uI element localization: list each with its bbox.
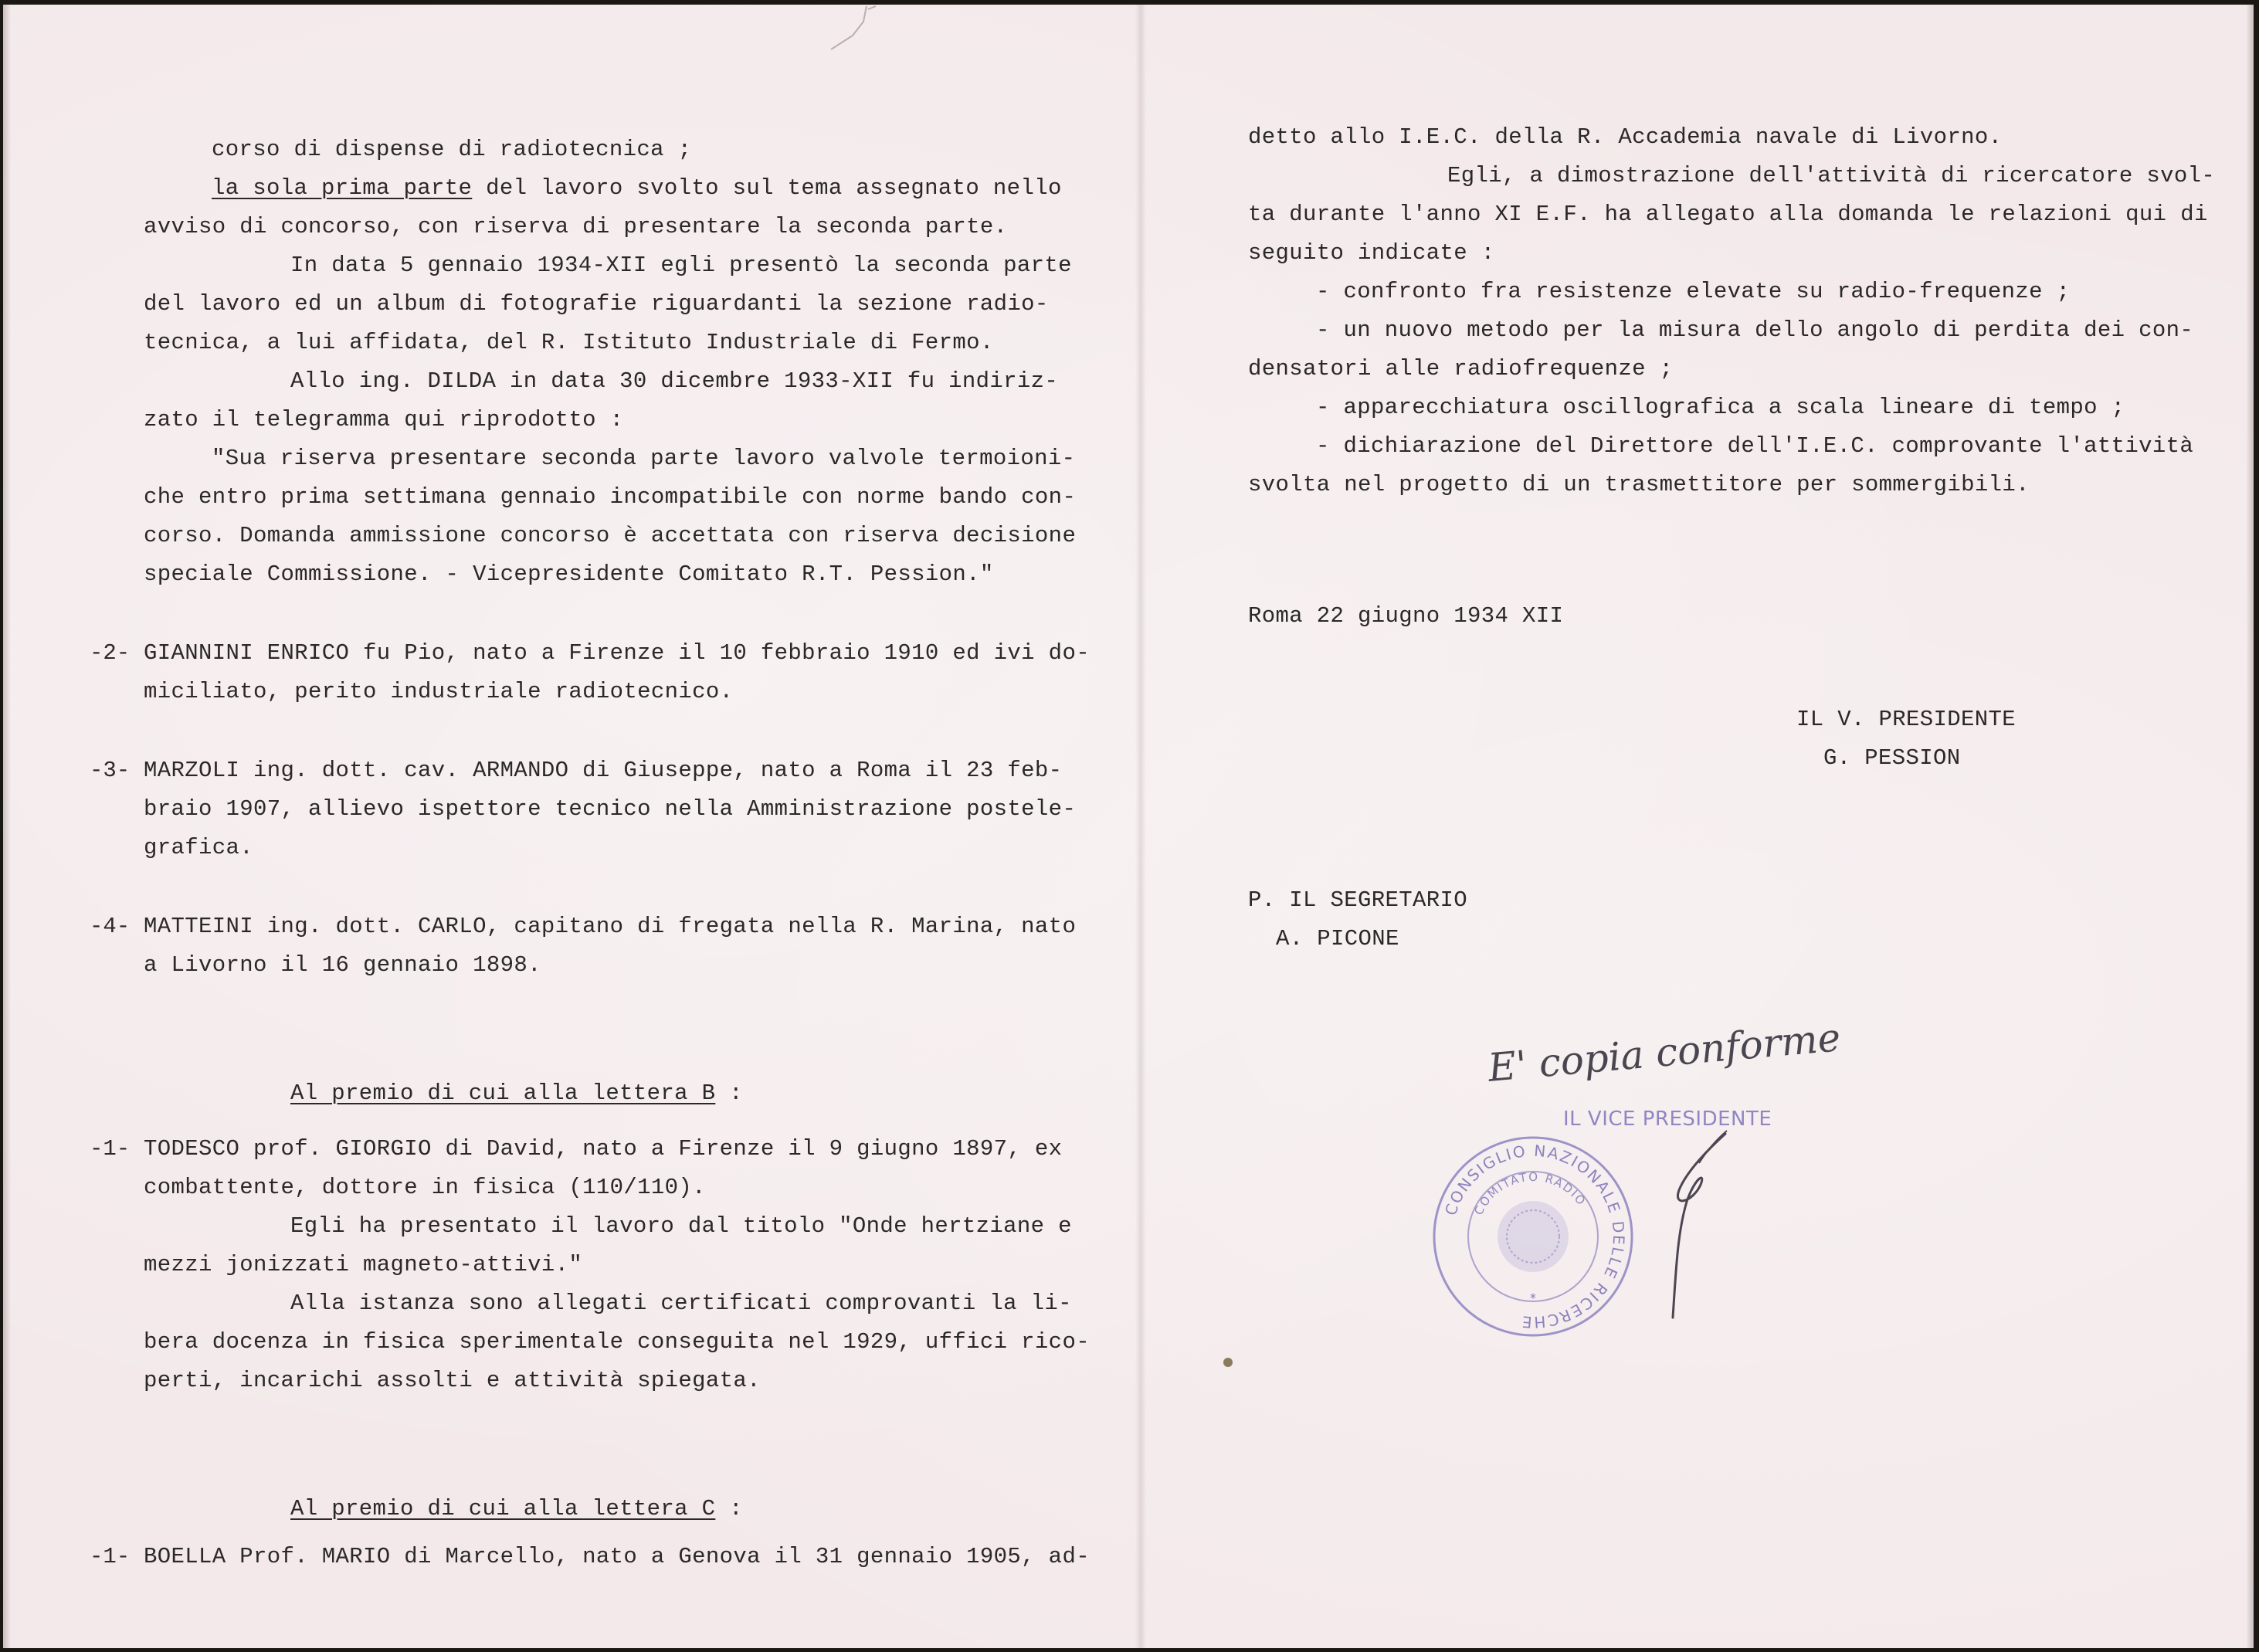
heading-text: Al premio di cui alla lettera B [290, 1080, 716, 1106]
text-line: BOELLA Prof. MARIO di Marcello, nato a Genova il 31 gennaio 1905, ad- [144, 1544, 1090, 1569]
text-line: GIANNINI ENRICO fu Pio, nato a Firenze il 10 febbraio 1910 ed ivi do- [144, 640, 1090, 666]
item-number: -1- [90, 1544, 131, 1569]
text-line: - confronto fra resistenze elevate su radio-frequenze ; [1316, 279, 2071, 304]
paper-stain [1223, 1358, 1233, 1367]
text-line: svolta nel progetto di un trasmettitore per sommergibili. [1248, 472, 2030, 497]
paper-crease-mark [822, 5, 884, 74]
text-line: a Livorno il 16 gennaio 1898. [144, 952, 541, 978]
secretary-name: A. PICONE [1276, 926, 1399, 952]
date-line: Roma 22 giugno 1934 XII [1248, 603, 1564, 629]
signatory-title: IL V. PRESIDENTE [1796, 707, 2016, 732]
text-line: perti, incarichi assolti e attività spiegata. [144, 1368, 761, 1393]
text-line: - un nuovo metodo per la misura dello angolo di perdita dei con- [1316, 317, 2194, 343]
text-line: mezzi jonizzati magneto-attivi." [144, 1252, 583, 1277]
text-line: detto allo I.E.C. della R. Accademia navale di Livorno. [1248, 124, 2003, 150]
item-number: -3- [90, 758, 131, 783]
text-line: combattente, dottore in fisica (110/110). [144, 1175, 706, 1200]
heading-text: Al premio di cui alla lettera C [290, 1496, 716, 1521]
section-heading [290, 1080, 743, 1108]
text-line: tecnica, a lui affidata, del R. Istituto Industriale di Fermo. [144, 330, 994, 355]
heading-colon: : [729, 1080, 743, 1106]
svg-text:COMITATO RADIO: COMITATO RADIO [1471, 1169, 1589, 1218]
section-heading [290, 1495, 743, 1523]
text-line-rest: del lavoro svolto sul tema assegnato nello [486, 175, 1062, 201]
text-line: TODESCO prof. GIORGIO di David, nato a Firenze il 9 giugno 1897, ex [144, 1136, 1063, 1162]
item-number: -1- [90, 1136, 131, 1162]
text-line: corso. Domanda ammissione concorso è accettata con riserva decisione [144, 523, 1077, 548]
text-line: Alla istanza sono allegati certificati comprovanti la li- [290, 1291, 1072, 1316]
text-line: braio 1907, allievo ispettore tecnico nella Amministrazione postele- [144, 796, 1077, 822]
handwritten-certification: E' copia conforme [1486, 1015, 1843, 1091]
handwritten-signature [1633, 1117, 1749, 1325]
text-line: Allo ing. DILDA in data 30 dicembre 1933-XII fu indiriz- [290, 368, 1059, 394]
text-line: densatori alle radiofrequenze ; [1248, 356, 1674, 382]
text-line: In data 5 gennaio 1934-XII egli presentò la seconda parte [290, 253, 1072, 278]
signatory-name: G. PESSION [1823, 745, 1961, 771]
document-spread [3, 5, 2254, 1648]
underlined-phrase: la sola prima parte [212, 175, 473, 201]
text-line: zato il telegramma qui riprodotto : [144, 407, 624, 433]
text-line: che entro prima settimana gennaio incompatibile con norme bando con- [144, 484, 1077, 510]
official-seal-stamp [1429, 1132, 1637, 1341]
right-edge-shadow [2246, 5, 2254, 1648]
left-edge-shadow [3, 5, 11, 1648]
text-line: speciale Commissione. - Vicepresidente Comitato R.T. Pession." [144, 561, 994, 587]
text-line: - dichiarazione del Direttore dell'I.E.C. comprovante l'attività [1316, 433, 2194, 459]
stamp-label: IL VICE PRESIDENTE [1563, 1108, 1772, 1131]
text-line: del lavoro ed un album di fotografie riguardanti la sezione radio- [144, 291, 1049, 317]
text-line: avviso di concorso, con riserva di presentare la seconda parte. [144, 214, 1008, 239]
text-line: grafica. [144, 835, 254, 860]
svg-text:CONSIGLIO NAZIONALE DELLE RICE: CONSIGLIO NAZIONALE DELLE RICERCHE [1440, 1141, 1629, 1332]
text-line: - apparecchiatura oscillografica a scala lineare di tempo ; [1316, 395, 2125, 420]
svg-text:*: * [1530, 1291, 1536, 1305]
text-line: MATTEINI ing. dott. CARLO, capitano di fregata nella R. Marina, nato [144, 914, 1077, 939]
item-number: -2- [90, 640, 131, 666]
item-number: -4- [90, 914, 131, 939]
text-line: miciliato, perito industriale radiotecnico. [144, 679, 734, 704]
text-line: bera docenza in fisica sperimentale conseguita nel 1929, uffici rico- [144, 1329, 1090, 1355]
text-line: MARZOLI ing. dott. cav. ARMANDO di Giuseppe, nato a Roma il 23 feb- [144, 758, 1063, 783]
text-line: ta durante l'anno XI E.F. ha allegato alla domanda le relazioni qui di [1248, 202, 2208, 227]
text-line: corso di dispense di radiotecnica ; [212, 137, 692, 162]
heading-colon: : [729, 1496, 743, 1521]
text-line: "Sua riserva presentare seconda parte lavoro valvole termoioni- [212, 446, 1076, 471]
text-line: Egli ha presentato il lavoro dal titolo "Onde hertziane e [290, 1213, 1072, 1239]
secretary-title: P. IL SEGRETARIO [1248, 887, 1468, 913]
page-fold [1135, 5, 1146, 1648]
text-line: Egli, a dimostrazione dell'attività di ricercatore svol- [1447, 163, 2216, 188]
text-line [212, 175, 1062, 202]
text-line: seguito indicate : [1248, 240, 1495, 266]
